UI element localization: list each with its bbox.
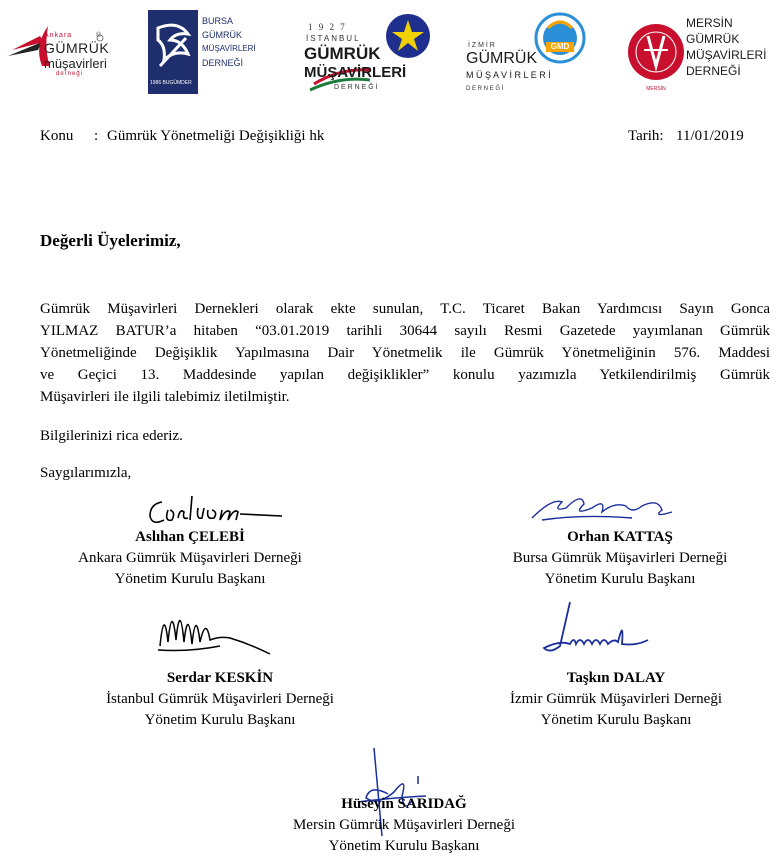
signatory-name xyxy=(470,527,770,548)
bursa-logo-established: 1986 BUGÜMDER xyxy=(150,80,192,86)
body-line: YILMAZ BATUR’a hitaben “03.01.2019 tarihli 30644 sayılı Resmi Gazetede yayımlanan Gümrük xyxy=(40,323,770,339)
signatory-last-name: KESKİN xyxy=(214,670,274,686)
bursa-logo-line-3: MÜŞAVİRLERİ xyxy=(202,44,256,53)
signatory-org: İzmir Gümrük Müşavirleri Derneği xyxy=(509,691,723,707)
signatory-first-name: Taşkın xyxy=(566,670,610,686)
istanbul-association-logo xyxy=(300,6,430,98)
signatory-last-name: SARIDAĞ xyxy=(397,796,467,812)
body-line: Yönetmeliğinde Değişiklik Yapılmasına Dair Yönetmelik ile Gümrük Yönetmeliğinin 576. Maddesi xyxy=(40,345,770,361)
signatory-mersin xyxy=(254,794,554,857)
info-request: Bilgilerinizi rica ederiz. xyxy=(40,428,183,444)
mersin-logo-line-1: MERSİN xyxy=(686,16,733,30)
mersin-logo-line-3: MÜŞAVİRLERİ xyxy=(686,48,767,62)
date-value: 11/01/2019 xyxy=(676,128,744,144)
signatory-title: Yönetim Kurulu Başkanı xyxy=(540,712,692,728)
istanbul-logo-line-3: D E R N E Ğ İ xyxy=(334,84,378,91)
signatory-izmir xyxy=(466,668,766,731)
istanbul-logo-line-2: MÜŞAVİRLERİ xyxy=(304,64,407,81)
signatory-title: Yönetim Kurulu Başkanı xyxy=(328,838,480,854)
signatory-title: Yönetim Kurulu Başkanı xyxy=(144,712,296,728)
subject-text: Gümrük Yönetmeliği Değişikliği hk xyxy=(107,128,325,144)
izmir-association-logo xyxy=(464,6,594,98)
signatory-title: Yönetim Kurulu Başkanı xyxy=(114,571,266,587)
body-line: Gümrük Müşavirleri Dernekleri olarak ekte sunulan, T.C. Ticaret Bakan Yardımcısı Sayın Gonca xyxy=(40,301,770,317)
signatory-org: İstanbul Gümrük Müşavirleri Derneği xyxy=(106,691,334,707)
body-line: Müşavirleri ile ilgili talebimiz iletilmiştir. xyxy=(40,389,290,405)
istanbul-logo-year: 1 9 2 7 xyxy=(308,22,347,32)
signatory-last-name: ÇELEBİ xyxy=(188,529,245,545)
izmir-logo-line-3: D E R N E Ğ İ xyxy=(466,86,504,92)
closing: Saygılarımızla, xyxy=(40,465,132,481)
signatory-name xyxy=(254,794,554,815)
ankara-logo-musavirleri: müşavirleri xyxy=(44,56,107,71)
mersin-logo-line-2: GÜMRÜK xyxy=(686,32,740,46)
mersin-association-logo xyxy=(626,6,766,98)
bursa-logo-line-4: DERNEĞİ xyxy=(202,58,244,68)
istanbul-logo-city: İSTANBUL xyxy=(306,34,361,43)
signatory-name xyxy=(466,668,766,689)
ankara-association-logo xyxy=(4,6,116,98)
signatory-name xyxy=(70,668,370,689)
signatory-first-name: Hüseyin xyxy=(341,796,394,812)
signatory-title: Yönetim Kurulu Başkanı xyxy=(544,571,696,587)
bursa-association-logo xyxy=(146,6,254,98)
letter-body xyxy=(40,298,770,408)
signatory-bursa xyxy=(470,527,770,590)
signature-keskin xyxy=(150,596,280,666)
signatory-org: Ankara Gümrük Müşavirleri Derneği xyxy=(78,550,302,566)
izmir-logo-city: İ Z M İ R xyxy=(468,42,495,49)
signatory-org: Mersin Gümrük Müşavirleri Derneği xyxy=(292,817,516,833)
ankara-logo-dernegi: derneği xyxy=(56,71,84,77)
bursa-logo-line-1: BURSA xyxy=(202,16,234,26)
registered-mark: ® xyxy=(96,32,102,39)
body-line: ve Geçici 13. Maddesinde yapılan değişiklikler” konulu yazımızla Yetkilendirilmiş Gümrük xyxy=(40,367,770,383)
signatory-first-name: Aslıhan xyxy=(135,529,185,545)
ankara-logo-city: Ankara xyxy=(44,32,73,39)
izmir-logo-line-2: M Ü Ş A V İ R L E R İ xyxy=(466,70,551,80)
signature-celebi xyxy=(142,490,292,530)
signatory-first-name: Orhan xyxy=(567,529,610,545)
signatory-ankara xyxy=(40,527,340,590)
signatory-first-name: Serdar xyxy=(166,670,212,686)
date-label: Tarih: xyxy=(628,128,664,144)
signature-dalay xyxy=(540,598,660,668)
mersin-seal-text: MERSİN xyxy=(646,86,666,92)
istanbul-logo-line-1: GÜMRÜK xyxy=(304,44,381,63)
bursa-logo-line-2: GÜMRÜK xyxy=(202,30,242,40)
greeting: Değerli Üyelerimiz, xyxy=(40,231,181,250)
ankara-logo-gumruk: GÜMRÜK xyxy=(44,40,110,56)
subject-separator: : xyxy=(94,128,99,144)
mersin-logo-line-4: DERNEĞİ xyxy=(686,64,741,78)
izmir-logo-badge: GMD xyxy=(550,42,570,51)
signatory-name xyxy=(40,527,340,548)
subject-label: Konu xyxy=(40,128,74,144)
izmir-logo-line-1: GÜMRÜK xyxy=(466,50,538,67)
signatory-istanbul xyxy=(70,668,370,731)
signatory-last-name: KATTAŞ xyxy=(613,529,673,545)
signatory-last-name: DALAY xyxy=(613,670,666,686)
signatory-org: Bursa Gümrük Müşavirleri Derneği xyxy=(512,550,728,566)
signature-kattas xyxy=(522,488,682,528)
